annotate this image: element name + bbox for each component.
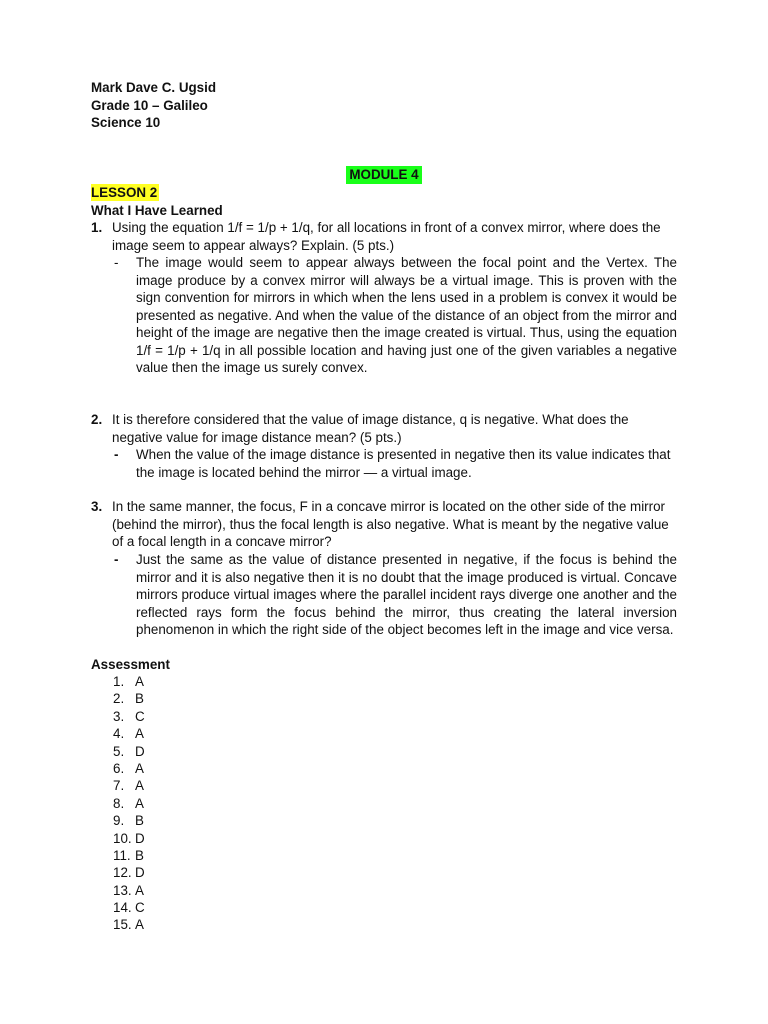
question-number: 1.	[91, 220, 103, 235]
item-answer: A	[135, 674, 144, 689]
question-number: 2.	[91, 412, 103, 427]
item-number: 14.	[113, 900, 132, 916]
item-number: 15.	[113, 917, 132, 933]
answer-text: The image would seem to appear always between the focal point and the Vertex. The image produce by a convex mirror will always be a virtual image. This is proven with the sign convention for mirrors in which when the lens used in a problem is convex it would be presented as negative. And when the value of the distance of an object from the mirror and height of the image are negative then the image created is virtual. Thus, using the equation 1/f = 1/p + 1/q in all possible location and having just one of the given variables a negative value then the image us surely convex.	[136, 255, 677, 375]
question-3	[91, 498, 681, 551]
item-answer: A	[135, 778, 144, 794]
assessment-item	[113, 864, 145, 881]
item-answer: A	[135, 795, 144, 811]
module-heading: MODULE 4	[346, 166, 421, 184]
item-answer: D	[135, 743, 145, 759]
item-answer: A	[135, 726, 144, 742]
item-answer: A	[135, 917, 144, 933]
assessment-item	[113, 899, 145, 916]
item-answer: C	[135, 708, 145, 724]
assessment-item	[113, 690, 145, 707]
item-number: 10.	[113, 830, 132, 846]
assessment-item	[113, 795, 145, 812]
assessment-list	[113, 673, 145, 934]
item-number: 1.	[113, 674, 125, 689]
item-answer: C	[135, 900, 145, 916]
item-answer: B	[135, 847, 144, 863]
section-title: What I Have Learned	[91, 203, 223, 218]
student-grade: Grade 10 – Galileo	[91, 97, 208, 113]
assessment-item	[113, 847, 145, 864]
item-number: 13.	[113, 882, 132, 898]
assessment-item	[113, 882, 145, 899]
answer-bullet: -	[114, 255, 119, 270]
student-subject: Science 10	[91, 115, 161, 130]
item-number: 7.	[113, 778, 125, 794]
answer-text: When the value of the image distance is presented in negative then its value indicates that the image is located behind the mirror — a virtual image.	[136, 447, 671, 480]
answer-text: Just the same as the value of distance presented in negative, if the focus is behind the mirror and it is also negative then it is no doubt that the image produced is virtual. Concave mirrors produce virtual images where the parallel incident rays diverge one another and the reflected rays form the focus behind the mirror, thus creating the lateral inversion phenomenon in which the right side of the object becomes left in the image and vice versa.	[136, 552, 677, 637]
item-number: 2.	[113, 691, 125, 707]
assessment-title: Assessment	[91, 657, 170, 672]
item-answer: B	[135, 691, 144, 707]
item-number: 9.	[113, 813, 125, 829]
student-name: Mark Dave C. Ugsid	[91, 80, 217, 95]
question-text: Using the equation 1/f = 1/p + 1/q, for all locations in front of a convex mirror, where does the image seem to appear always? Explain. (5 pts.)	[112, 220, 661, 253]
assessment-item	[113, 673, 145, 690]
item-number: 6.	[113, 760, 125, 776]
answer-bullet: -	[114, 552, 119, 567]
item-answer: D	[135, 830, 145, 846]
student-header	[91, 79, 216, 132]
question-2	[91, 411, 681, 446]
item-answer: A	[135, 882, 144, 898]
answer-2	[114, 446, 677, 481]
item-number: 4.	[113, 726, 125, 742]
lesson-heading: LESSON 2	[91, 185, 158, 200]
assessment-item	[113, 743, 145, 760]
answer-1	[114, 254, 677, 377]
assessment-item	[113, 916, 145, 933]
question-text: In the same manner, the focus, F in a concave mirror is located on the other side of the mirror (behind the mirror), thus the focal length is also negative. What is meant by the negative value of a focal length in a concave mirror?	[112, 499, 669, 549]
assessment-item	[113, 830, 145, 847]
question-text: It is therefore considered that the value of image distance, q is negative. What does the negative value for image distance mean? (5 pts.)	[112, 412, 629, 445]
module-heading-row	[0, 166, 768, 184]
item-number: 11.	[113, 847, 131, 863]
item-number: 3.	[113, 708, 125, 724]
item-answer: D	[135, 865, 145, 881]
item-answer: A	[135, 760, 144, 776]
item-answer: B	[135, 813, 144, 829]
assessment-item	[113, 812, 145, 829]
assessment-item	[113, 725, 145, 742]
answer-bullet: -	[114, 447, 119, 462]
assessment-item	[113, 777, 145, 794]
item-number: 12.	[113, 865, 132, 881]
item-number: 5.	[113, 743, 125, 759]
assessment-item	[113, 708, 145, 725]
assessment-item	[113, 760, 145, 777]
item-number: 8.	[113, 795, 125, 811]
answer-3	[114, 551, 677, 639]
question-number: 3.	[91, 499, 103, 514]
question-1	[91, 219, 681, 254]
